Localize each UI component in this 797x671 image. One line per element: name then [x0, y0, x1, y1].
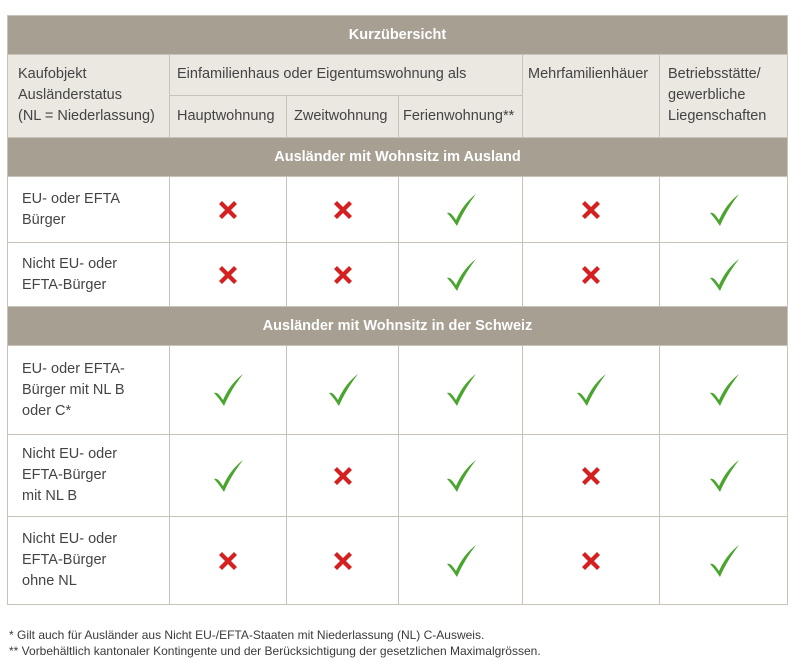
- table-row: [8, 243, 788, 307]
- status-cell: [660, 346, 788, 435]
- header-group-cell: [170, 55, 523, 96]
- check-icon: [707, 266, 741, 282]
- status-cell: [170, 177, 287, 243]
- check-icon: [444, 467, 478, 483]
- cross-icon: [579, 201, 603, 217]
- section-title: Ausländer mit Wohnsitz in der Schweiz: [8, 307, 788, 346]
- cross-icon: [331, 552, 355, 568]
- status-cell: [399, 435, 523, 517]
- row-label-line: Nicht EU- oder: [22, 255, 118, 272]
- footnotes: [9, 627, 541, 659]
- cross-icon: [216, 552, 240, 568]
- cross-icon: [579, 552, 603, 568]
- row-label-line: EFTA-Bürger: [22, 276, 107, 293]
- status-cell: [523, 517, 660, 605]
- table-row: [8, 177, 788, 243]
- header-label-line: (NL = Niederlassung): [18, 108, 155, 124]
- table-row: [8, 517, 788, 605]
- section-title: Ausländer mit Wohnsitz im Ausland: [8, 138, 788, 177]
- status-cell: [660, 177, 788, 243]
- row-label-line: EFTA-Bürger: [22, 552, 107, 568]
- row-label-line: Nicht EU- oder: [22, 446, 118, 462]
- footnote: * Gilt auch für Ausländer aus Nicht EU-/EFTA-Staaten mit Niederlassung (NL) C-Ausweis.: [9, 628, 485, 642]
- row-label-cell: [8, 243, 170, 307]
- table-row: [8, 435, 788, 517]
- header-mehrfamilien-label: Mehrfamilienhäuer: [528, 66, 649, 82]
- status-cell: [523, 435, 660, 517]
- check-icon: [444, 382, 478, 398]
- check-icon: [211, 467, 245, 483]
- header-betrieb-cell: [660, 55, 788, 138]
- status-cell: [523, 243, 660, 307]
- row-label-line: EU- oder EFTA-: [22, 360, 125, 377]
- status-cell: [287, 346, 399, 435]
- status-cell: [287, 517, 399, 605]
- header-sub-hauptwohnung: Hauptwohnung: [170, 96, 287, 138]
- status-cell: [523, 177, 660, 243]
- status-cell: [660, 243, 788, 307]
- check-icon: [707, 201, 741, 217]
- check-icon: [211, 382, 245, 398]
- header-sub-ferienwohnung: Ferienwohnung**: [399, 96, 523, 138]
- row-label-line: Bürger mit NL B: [22, 381, 125, 398]
- status-cell: [660, 517, 788, 605]
- status-cell: [170, 517, 287, 605]
- header-label-line: Ausländerstatus: [18, 87, 122, 103]
- footnote: ** Vorbehältlich kantonaler Kontingente und der Berücksichtigung der gesetzlichen Maximalgrössen.: [9, 644, 541, 658]
- status-cell: [399, 517, 523, 605]
- row-label-cell: [8, 435, 170, 517]
- cross-icon: [216, 266, 240, 282]
- table-title: Kurzübersicht: [8, 16, 788, 55]
- cross-icon: [331, 201, 355, 217]
- check-icon: [707, 467, 741, 483]
- cross-icon: [216, 201, 240, 217]
- status-cell: [287, 243, 399, 307]
- check-icon: [444, 552, 478, 568]
- check-icon: [444, 201, 478, 217]
- cross-icon: [579, 266, 603, 282]
- cross-icon: [579, 467, 603, 483]
- status-cell: [170, 346, 287, 435]
- overview-table: [7, 15, 788, 605]
- status-cell: [523, 346, 660, 435]
- status-cell: [399, 243, 523, 307]
- table-row: [8, 346, 788, 435]
- check-icon: [707, 382, 741, 398]
- check-icon: [707, 552, 741, 568]
- row-label-line: EFTA-Bürger: [22, 467, 107, 483]
- header-betrieb-line: Betriebsstätte/: [668, 66, 761, 82]
- status-cell: [170, 243, 287, 307]
- row-label-cell: [8, 517, 170, 605]
- header-sub-zweitwohnung: Zweitwohnung: [287, 96, 399, 138]
- status-cell: [287, 177, 399, 243]
- row-label-line: mit NL B: [22, 488, 78, 504]
- row-label-cell: [8, 346, 170, 435]
- row-label-line: Bürger: [22, 211, 66, 228]
- header-betrieb-line: Liegenschaften: [668, 108, 767, 124]
- status-cell: [170, 435, 287, 517]
- cross-icon: [331, 266, 355, 282]
- header-label-line: Kaufobjekt: [18, 66, 87, 82]
- status-cell: [660, 435, 788, 517]
- check-icon: [574, 382, 608, 398]
- status-cell: [287, 435, 399, 517]
- row-label-line: oder C*: [22, 402, 72, 419]
- header-group-label: Einfamilienhaus oder Eigentumswohnung als: [177, 66, 467, 82]
- row-label-line: ohne NL: [22, 573, 77, 589]
- header-mehrfamilien-cell: [523, 55, 660, 138]
- row-label-line: Nicht EU- oder: [22, 531, 118, 547]
- check-icon: [326, 382, 360, 398]
- header-label-cell: [8, 55, 170, 138]
- row-label-cell: [8, 177, 170, 243]
- row-label-line: EU- oder EFTA: [22, 190, 121, 207]
- status-cell: [399, 346, 523, 435]
- header-betrieb-line: gewerbliche: [668, 87, 746, 103]
- check-icon: [444, 266, 478, 282]
- cross-icon: [331, 467, 355, 483]
- status-cell: [399, 177, 523, 243]
